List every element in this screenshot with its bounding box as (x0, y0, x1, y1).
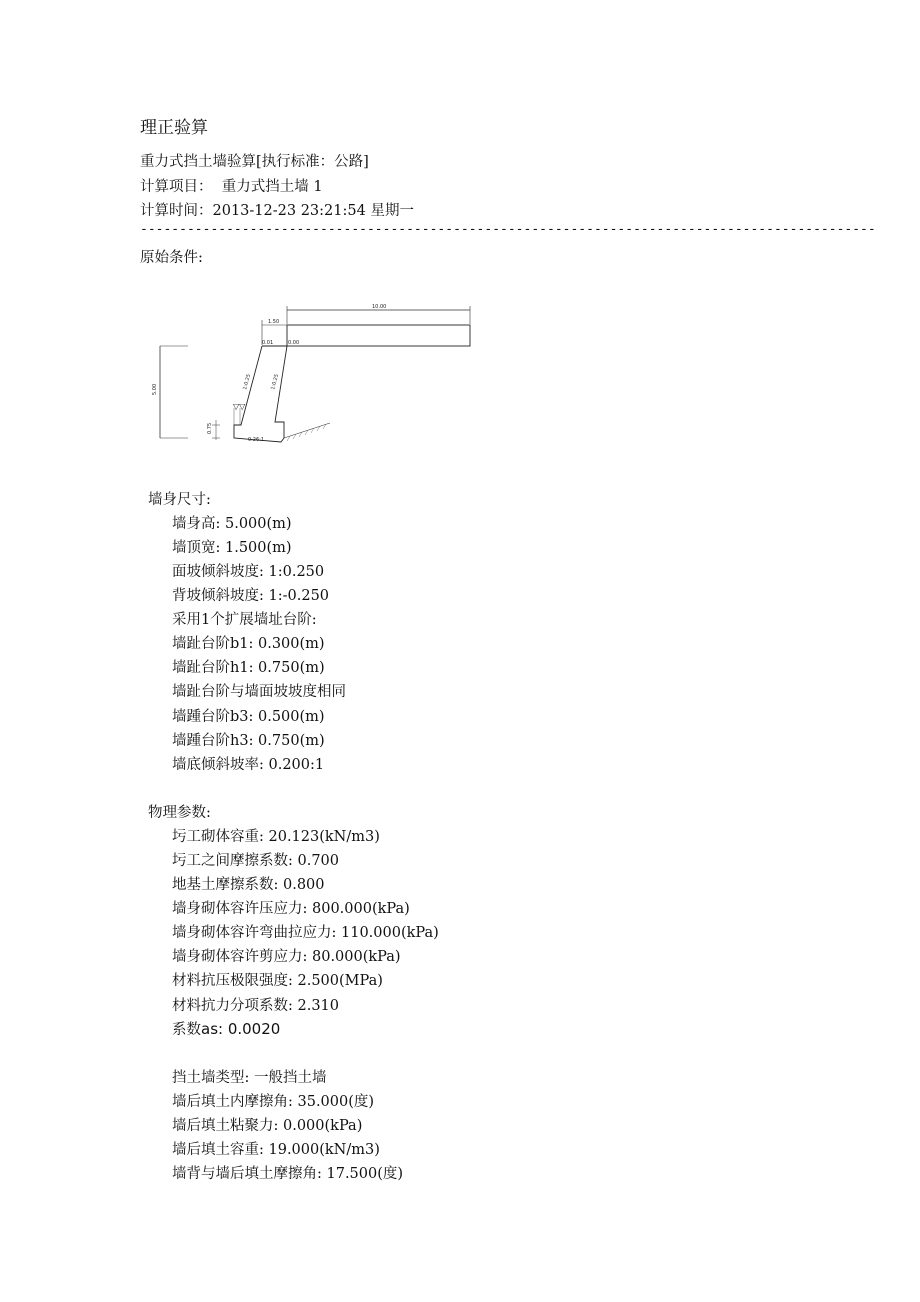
label-top-right: 0.00 (288, 340, 300, 346)
wall-dim-item: 墙踵台阶h3: 0.750(m) (172, 733, 325, 749)
soil-item: 墙后填土容重: 19.000(kN/m3) (172, 1142, 380, 1158)
wall-dim-item: 墙趾台阶h1: 0.750(m) (172, 660, 325, 676)
physical-item: 圬工砌体容重: 20.123(kN/m3) (172, 829, 380, 845)
water-level-icon: ▽▽ (233, 402, 246, 411)
retaining-wall-diagram (150, 300, 480, 460)
wall-dim-item: 墙底倾斜坡率: 0.200:1 (172, 757, 325, 773)
physical-item: 材料抗压极限强度: 2.500(MPa) (172, 973, 383, 989)
physical-heading: 物理参数: (148, 805, 211, 821)
physical-item: 墙身砌体容许压应力: 800.000(kPa) (172, 901, 410, 917)
separator-line: ---------------------------------------------------------------------------------------------- (140, 222, 876, 237)
header-standard: 重力式挡土墙验算[执行标准：公路] (140, 154, 369, 170)
soil-item: 墙后填土内摩擦角: 35.000(度) (172, 1094, 375, 1110)
wall-dim-item: 背坡倾斜坡度: 1:-0.250 (172, 588, 330, 604)
dim-height: 5.00 (152, 383, 158, 395)
wall-dim-item: 墙趾台阶与墙面坡坡度相同 (172, 684, 346, 700)
dim-crest-width: 1.50 (268, 319, 280, 325)
wall-dims-heading: 墙身尺寸: (148, 492, 211, 508)
label-base-slope: 0.26:1 (248, 437, 264, 443)
header-time: 计算时间：2013-12-23 23:21:54 星期一 (140, 203, 414, 219)
wall-dim-item: 墙身高: 5.000(m) (172, 516, 292, 532)
label-back-slope: 1:0.25 (270, 373, 281, 391)
page-title: 理正验算 (140, 118, 208, 138)
wall-dim-item: 墙趾台阶b1: 0.300(m) (172, 636, 325, 652)
wall-dim-item: 墙顶宽: 1.500(m) (172, 540, 292, 556)
physical-item: 地基土摩擦系数: 0.800 (172, 877, 325, 893)
soil-item: 墙后填土粘聚力: 0.000(kPa) (172, 1118, 363, 1134)
physical-item: 墙身砌体容许剪应力: 80.000(kPa) (172, 949, 401, 965)
original-conditions-heading: 原始条件: (140, 250, 203, 266)
soil-item: 墙背与墙后填土摩擦角: 17.500(度) (172, 1166, 404, 1182)
wall-dim-item: 面坡倾斜坡度: 1:0.250 (172, 564, 325, 580)
label-top-left: 0.01 (262, 340, 274, 346)
ground-hatch (287, 424, 326, 441)
dim-step-h: 0.75 (207, 422, 213, 434)
soil-item: 挡土墙类型: 一般挡土墙 (172, 1070, 327, 1086)
physical-item: 墙身砌体容许弯曲拉应力: 110.000(kPa) (172, 925, 439, 941)
physical-item: 圬工之间摩擦系数: 0.700 (172, 853, 340, 869)
header-project: 计算项目： 重力式挡土墙 1 (140, 179, 323, 195)
wall-dim-item: 墙踵台阶b3: 0.500(m) (172, 709, 325, 725)
physical-item: 材料抗力分项系数: 2.310 (172, 998, 340, 1014)
coefficient-as: 系数as: 0.0020 (172, 1020, 281, 1038)
label-face-slope: 1:0.25 (242, 373, 253, 391)
dim-top-width: 10.00 (372, 304, 387, 310)
wall-dim-item: 采用1个扩展墙址台阶: (172, 612, 317, 628)
